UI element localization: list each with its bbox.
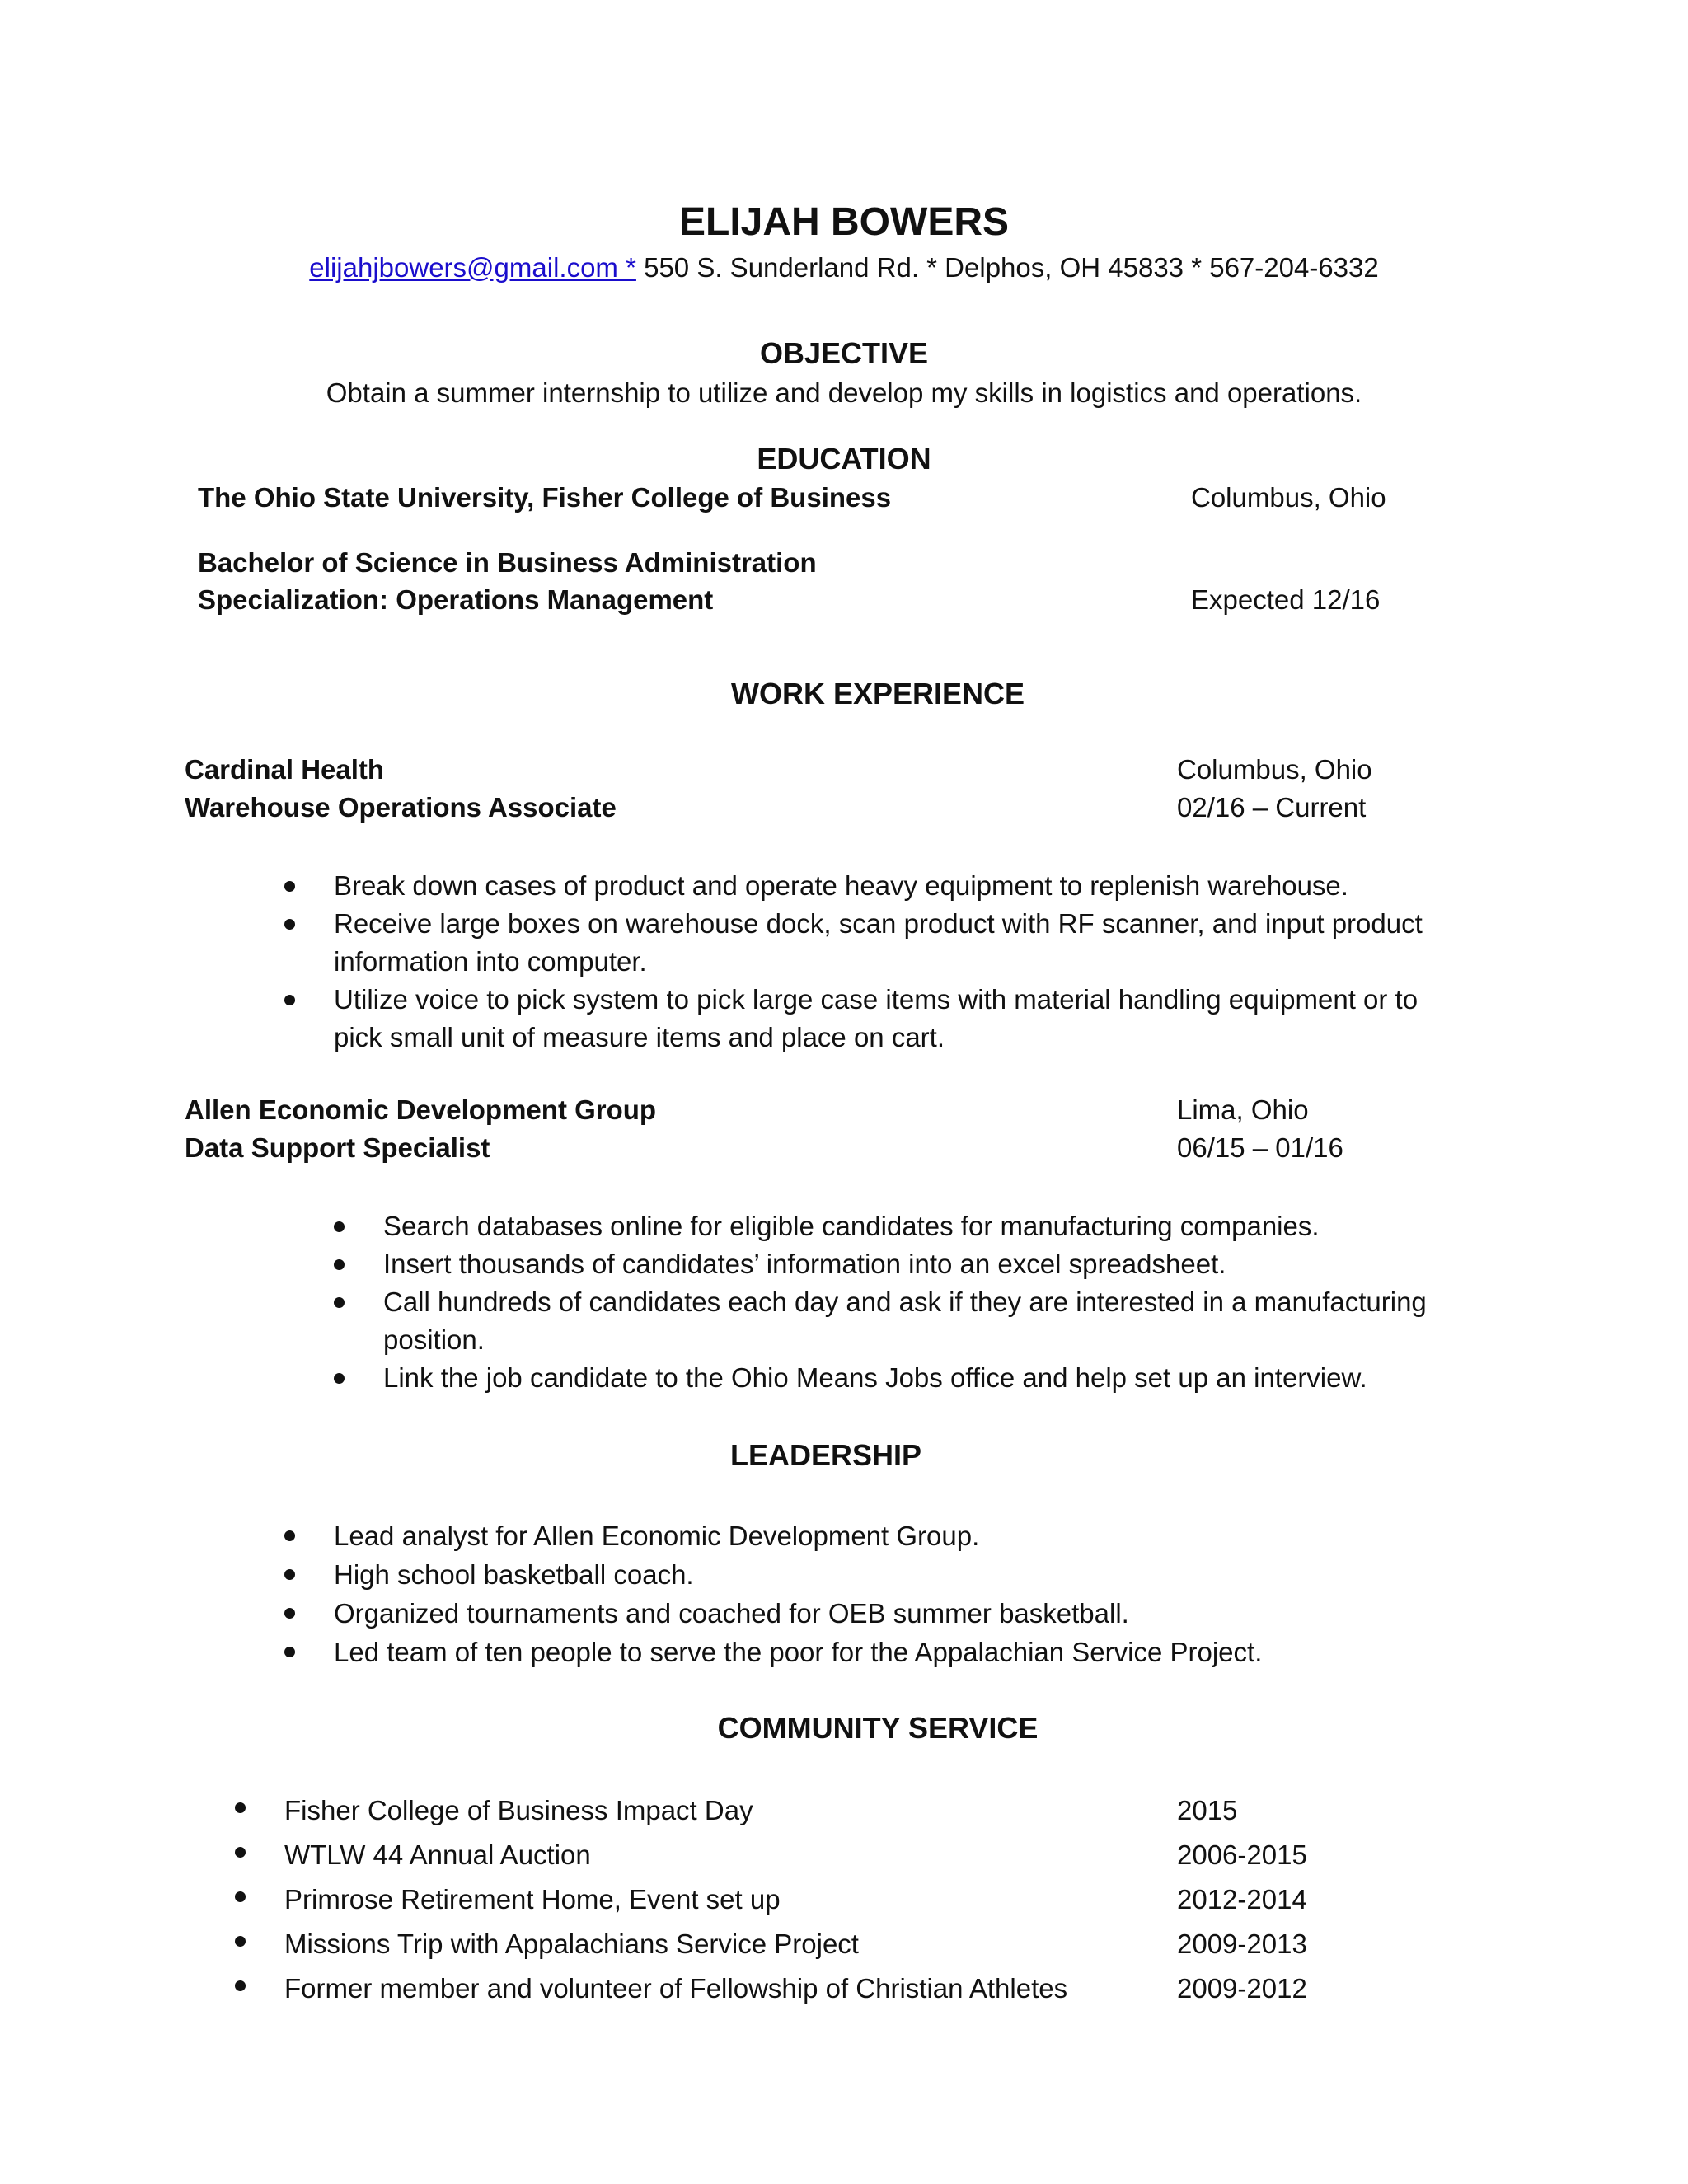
community-list — [233, 1788, 1222, 2011]
list-item: Call hundreds of candidates each day and ask if they are interested in a manufacturing position. — [332, 1283, 1470, 1359]
objective-text: Obtain a summer internship to utilize and develop my skills in logistics and operations. — [326, 377, 1362, 408]
contact-line — [0, 252, 1688, 284]
work-heading: WORK EXPERIENCE — [730, 677, 1025, 710]
education-degree: Bachelor of Science in Business Administration — [198, 547, 817, 578]
education-heading: EDUCATION — [757, 442, 931, 476]
job-bullets — [283, 867, 1470, 1057]
list-item: Led team of ten people to serve the poor for the Appalachian Service Project. — [283, 1633, 1470, 1671]
year-range: 2012-2014 — [1177, 1884, 1307, 1915]
leadership-heading: LEADERSHIP — [729, 1438, 922, 1472]
objective-heading: OBJECTIVE — [759, 336, 929, 370]
job-location: Columbus, Ohio — [1177, 754, 1372, 785]
list-item: Former member and volunteer of Fellowship of Christian Athletes — [233, 1966, 1222, 2011]
education-expected: Expected 12/16 — [1191, 584, 1381, 615]
job-bullets — [332, 1207, 1470, 1397]
job-dates: 06/15 – 01/16 — [1177, 1132, 1343, 1163]
job-title: Warehouse Operations Associate — [185, 792, 617, 823]
job-employer: Allen Economic Development Group — [185, 1094, 657, 1125]
email-link[interactable]: elijahjbowers@gmail.com * — [309, 252, 636, 283]
list-item: High school basketball coach. — [283, 1555, 1470, 1594]
address-phone: 550 S. Sunderland Rd. * Delphos, OH 45833 * 567-204-6332 — [635, 252, 1379, 283]
year-range: 2015 — [1177, 1795, 1238, 1825]
year-range: 2006-2015 — [1177, 1840, 1307, 1870]
community-heading: COMMUNITY SERVICE — [717, 1711, 1039, 1745]
year-range: 2009-2012 — [1177, 1973, 1307, 2004]
list-item: Break down cases of product and operate heavy equipment to replenish warehouse. — [283, 867, 1470, 905]
job-dates: 02/16 – Current — [1177, 792, 1367, 823]
list-item: Lead analyst for Allen Economic Development Group. — [283, 1516, 1470, 1555]
list-item: Insert thousands of candidates’ information into an excel spreadsheet. — [332, 1245, 1470, 1283]
job-location: Lima, Ohio — [1177, 1094, 1309, 1125]
education-location: Columbus, Ohio — [1191, 482, 1386, 513]
list-item: Link the job candidate to the Ohio Means Jobs office and help set up an interview. — [332, 1359, 1470, 1397]
community-years — [1177, 1788, 1307, 2011]
job-employer: Cardinal Health — [185, 754, 385, 785]
list-item: WTLW 44 Annual Auction — [233, 1833, 1222, 1877]
list-item: Primrose Retirement Home, Event set up — [233, 1877, 1222, 1922]
list-item: Missions Trip with Appalachians Service Project — [233, 1922, 1222, 1966]
list-item: Fisher College of Business Impact Day — [233, 1788, 1222, 1833]
list-item: Search databases online for eligible candidates for manufacturing companies. — [332, 1207, 1470, 1245]
list-item: Receive large boxes on warehouse dock, scan product with RF scanner, and input product information into computer. — [283, 905, 1470, 981]
job-title: Data Support Specialist — [185, 1132, 490, 1163]
education-school: The Ohio State University, Fisher College of Business — [198, 482, 892, 513]
list-item: Organized tournaments and coached for OEB summer basketball. — [283, 1594, 1470, 1633]
education-specialization: Specialization: Operations Management — [198, 584, 714, 615]
list-item: Utilize voice to pick system to pick large case items with material handling equipment or to pick small unit of measure items and place on cart. — [283, 981, 1470, 1057]
resume-name: ELIJAH BOWERS — [678, 200, 1010, 244]
leadership-bullets — [283, 1516, 1470, 1671]
year-range: 2009-2013 — [1177, 1929, 1307, 1959]
